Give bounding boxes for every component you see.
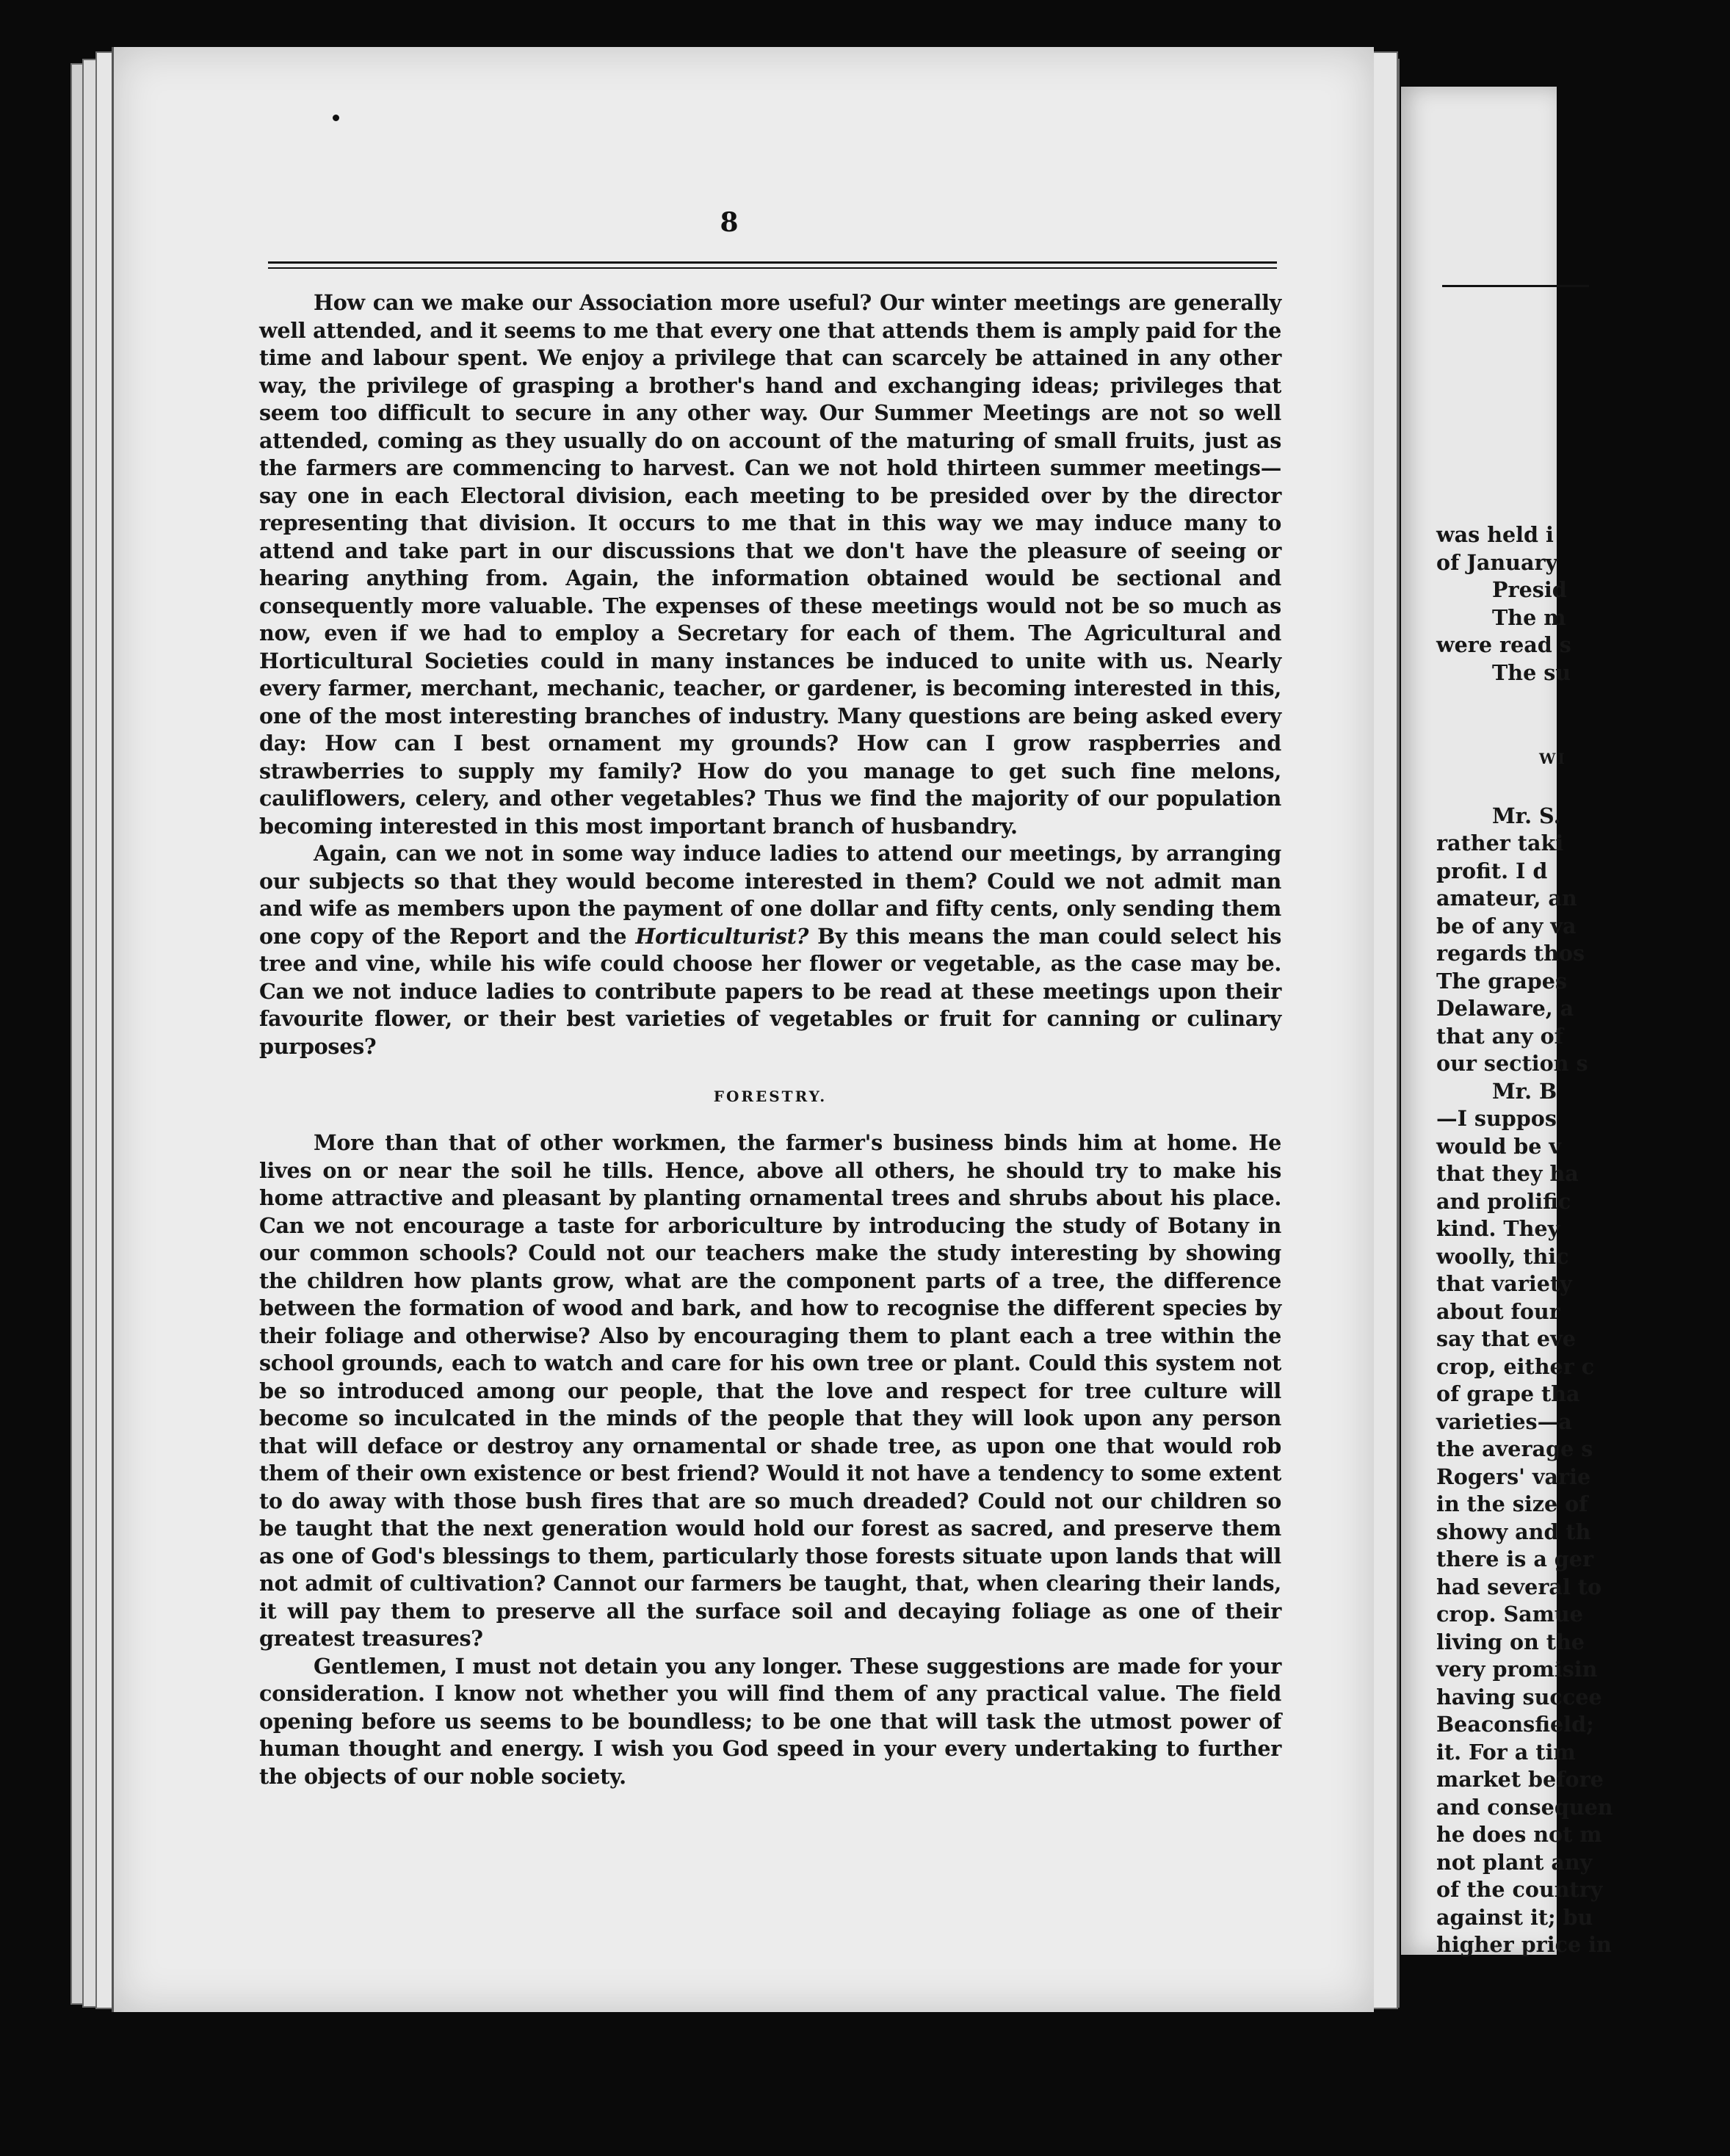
next-line: and consequen <box>1436 1794 1613 1820</box>
page-number: 8 <box>720 207 739 238</box>
next-line: regards thos <box>1436 941 1585 966</box>
next-line: of the country <box>1436 1877 1603 1902</box>
ink-speck <box>333 115 339 121</box>
next-line: The m <box>1492 604 1566 630</box>
next-line: against it; bu <box>1436 1904 1593 1930</box>
next-gap <box>1436 687 1730 745</box>
next-line: Beaconsfield; <box>1436 1712 1594 1737</box>
next-line: The su <box>1492 659 1571 685</box>
next-line: Mr. S. <box>1492 803 1561 828</box>
next-line: very promisin <box>1436 1657 1598 1682</box>
next-line: it. For a tim <box>1436 1739 1576 1765</box>
next-line: —I suppos <box>1436 1106 1557 1131</box>
next-line: The grapes <box>1436 968 1568 994</box>
next-line: crop, either c <box>1436 1353 1595 1379</box>
next-line: was held i <box>1436 522 1554 547</box>
next-line: profit. I d <box>1436 858 1548 883</box>
next-line: higher price in <box>1436 1932 1612 1957</box>
paragraph-ladies-part1: Again, can we not in some way induce ladies to attend our meetings, by arranging our subjects so that they would become interested in them? Could we not admit man and wife as members upon the payment of one dollar and fifty cents, only sending them one copy of the Report and the <box>259 841 1281 949</box>
next-line: showy and th <box>1436 1519 1591 1544</box>
header-rule-thin <box>268 267 1277 269</box>
next-line: about four <box>1436 1298 1560 1324</box>
document-page <box>112 47 1374 2012</box>
next-line: had several to <box>1436 1574 1602 1599</box>
next-line: having succee <box>1436 1684 1602 1710</box>
horticulturist-title: Horticulturist? <box>635 923 809 949</box>
forestry-heading: FORESTRY. <box>713 1088 828 1105</box>
next-page-text <box>1436 521 1730 1959</box>
paragraph-closing: Gentlemen, I must not detain you any longer. These suggestions are made for your consideration. I know not whether you will find them of any practical value. The field opening before us seems to be boundless; to be one that will task the utmost power of human thought and energy. I wish you God speed in your every undertaking to further the objects of our noble society. <box>259 1653 1281 1789</box>
next-line: that they ha <box>1436 1161 1579 1186</box>
paragraph-forestry: More than that of other workmen, the farmer's business binds him at home. He lives on or near the soil he tills. Hence, above all others, he should try to make his home attractive and pleasant by planting ornamental trees and shrubs about his place. Can we not encourage a taste for arboriculture by introducing the study of Botany in our common schools? Could not our teachers make the study interesting by showing the children how plants grow, what are the component parts of a tree, the difference between the formation of wood and bark, and how to recognise the different species by their foliage and otherwise? Also by encouraging them to plant each a tree within the school grounds, each to watch and care for his own tree or plant. Could this system not be so introduced among our people, that the love and respect for tree culture will become so inculcated in the minds of the people that they will look upon any person that will deface or destroy any ornamental or shade tree, as upon one that would rob them of their own existence or best friend? Would it not have a tendency to some extent to do away with those bush fires that are so much dreaded? Could not our children so be taught that the next generation would hold our forest as sacred, and preserve them as one of God's blessings to them, particularly those forests situate upon lands that will not admit of cultivation? Cannot our farmers be taught, that, when clearing their lands, it will pay them to preserve all the surface soil and decaying foliage as one of their greatest treasures? <box>259 1130 1281 1651</box>
paragraph-ladies-part2: By this means the man could select his tree and vine, while his wife could choose her flower or vegetable, as the case may be. Can we not induce ladies to contribute papers to be read at these meetings upon their favourite flower, or their best varieties of vegetables or fruit for canning or culinary purposes? <box>259 923 1282 1059</box>
next-line: that variety <box>1436 1271 1572 1296</box>
next-line: of grape tha <box>1436 1381 1580 1406</box>
next-line: say that eve <box>1436 1326 1576 1351</box>
next-line: Presid <box>1492 577 1567 602</box>
next-line: kind. They <box>1436 1216 1560 1241</box>
next-line: Rogers' varie <box>1436 1464 1591 1489</box>
next-page-heading: WI <box>1539 750 1567 767</box>
paragraph-association: How can we make our Association more useful? Our winter meetings are generally well attended, and it seems to me that every one that attends them is amply paid for the time and labour spent. We enjoy a privilege that can scarcely be attained in any other way, the privilege of grasping a brother's hand and exchanging ideas; privileges that seem too difficult to secure in any other way. Our Summer Meetings are not so well attended, coming as they usually do on account of the maturing of small fruits, just as the farmers are commencing to harvest. Can we not hold thirteen summer meetings—say one in each Electoral division, each meeting to be presided over by the director representing that division. It occurs to me that in this way we may induce many to attend and take part in our discussions that we don't have the pleasure of seeing or hearing anything from. Again, the information obtained would be sectional and consequently more valuable. The expenses of these meetings would not be so much as now, even if we had to employ a Secretary for each of them. The Agricultural and Horticultural Societies could in many instances be induced to unite with us. Nearly every farmer, merchant, mechanic, teacher, or gardener, is becoming interested in this, one of the most interesting branches of industry. Many questions are being asked every day: How can I best ornament my grounds? How can I grow raspberries and strawberries to supply my family? How do you manage to get such fine melons, cauliflowers, celery, and other vegetables? Thus we find the majority of our population becoming interested in this most important branch of husbandry. <box>259 290 1281 839</box>
next-page-header-rule <box>1442 285 1589 287</box>
next-line: not plant any <box>1436 1849 1593 1875</box>
next-line: rather taki <box>1436 831 1564 855</box>
article-body <box>259 289 1281 1790</box>
next-line: the average s <box>1436 1436 1593 1461</box>
next-line: were read s <box>1436 632 1571 657</box>
paragraph-ladies <box>259 840 1281 1060</box>
next-line: our section s <box>1436 1051 1588 1076</box>
next-line: market before <box>1436 1767 1604 1792</box>
next-line: of January <box>1436 549 1558 575</box>
next-line: woolly, thic <box>1436 1243 1569 1269</box>
next-line: amateur, an <box>1436 886 1577 911</box>
next-line: be of any va <box>1436 913 1577 938</box>
header-rule <box>268 261 1277 264</box>
next-line: that any of <box>1436 1023 1563 1049</box>
next-line: varieties—a <box>1436 1408 1572 1434</box>
next-line: Delaware, a <box>1436 996 1574 1021</box>
next-gap <box>1436 773 1730 803</box>
next-line: crop. Samue <box>1436 1602 1583 1627</box>
next-line: in the size of <box>1436 1491 1588 1516</box>
next-line: living on the <box>1436 1629 1585 1654</box>
next-line: Mr. B <box>1492 1078 1557 1104</box>
next-page-partial <box>1401 87 1613 1957</box>
next-line: there is a ger <box>1436 1547 1594 1571</box>
next-line: and prolific <box>1436 1188 1571 1214</box>
next-line: would be v <box>1436 1133 1562 1159</box>
next-line: he does not m <box>1436 1822 1602 1847</box>
